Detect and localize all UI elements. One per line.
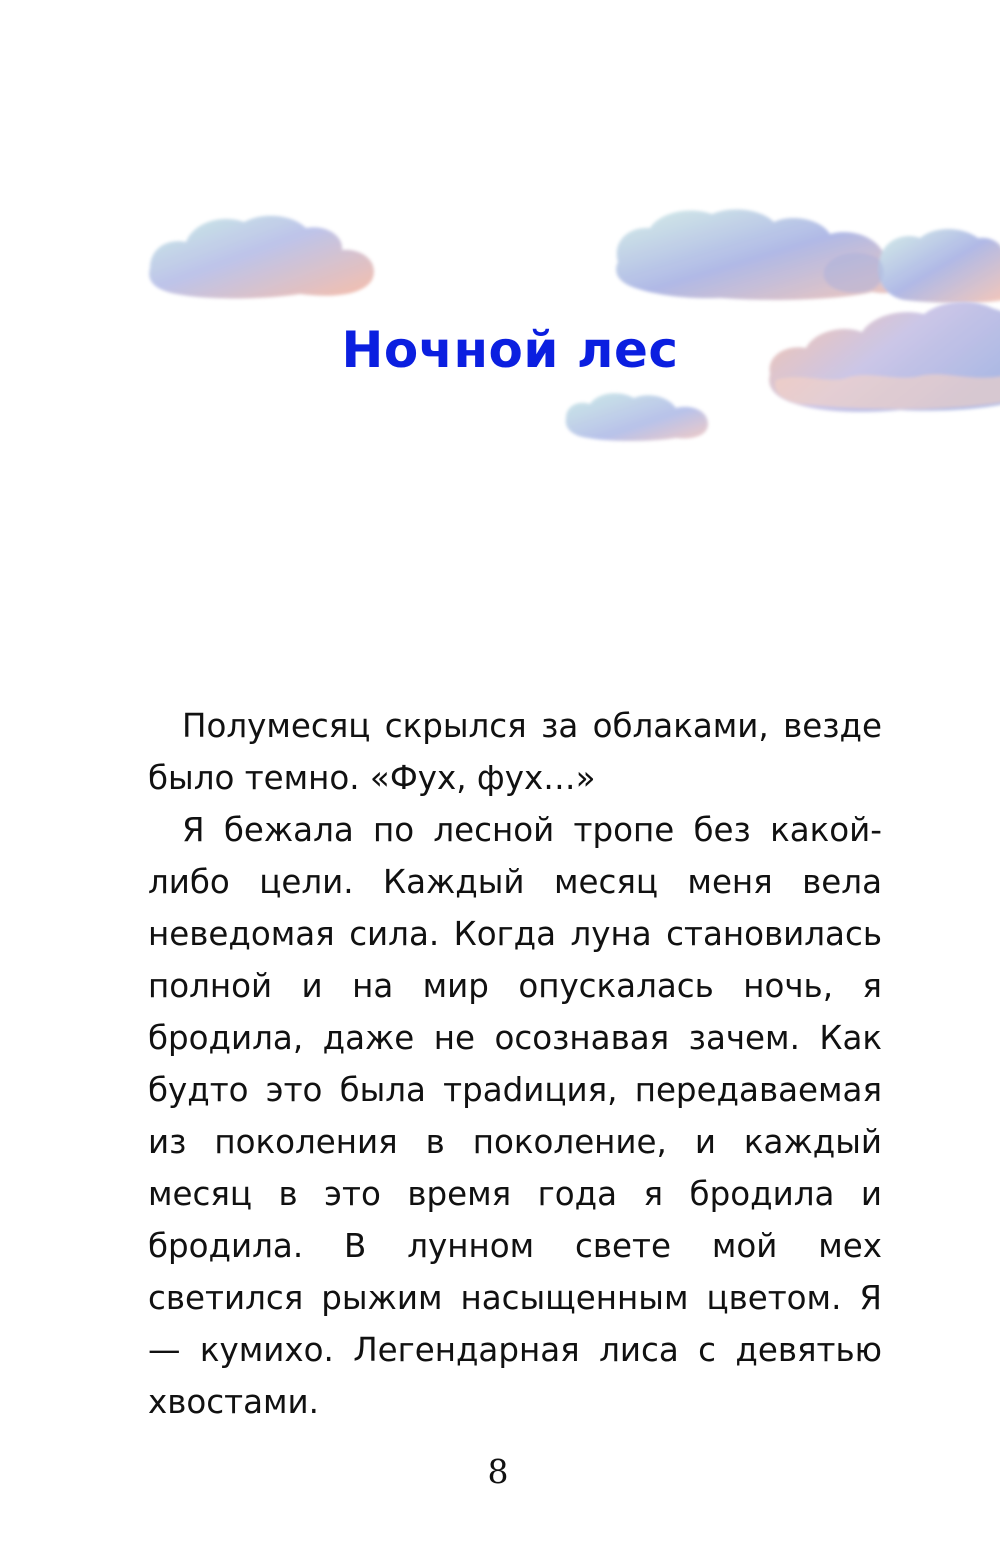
cloud-upper-right xyxy=(616,209,1000,303)
paragraph: Я бежала по лесной тропе без какой-либо цели. Каждый месяц меня вела неведомая сила. Когда луна становилась полной и на мир опускалась ночь, я бродила, даже не осознавая зачем. Как будто это была траdиция, передаваемая из поколения в поколение, и каждый месяц в это время года я бродила и бродила. В лунном свете мой мех светился рыжим насыщенным цветом. Я — кумихо. Легендарная лиса с девятью хвостами. xyxy=(148,811,882,1421)
cloud-illustration xyxy=(0,0,1000,470)
cloud-small xyxy=(566,393,708,441)
page-number: 8 xyxy=(487,1452,509,1491)
cloud-left xyxy=(149,216,374,299)
chapter-body xyxy=(148,700,882,1428)
chapter-title: Ночной лес xyxy=(341,321,679,379)
paragraph: Полумесяц скрылся за облаками, везде было темно. «Фух, фух…» xyxy=(148,707,882,797)
